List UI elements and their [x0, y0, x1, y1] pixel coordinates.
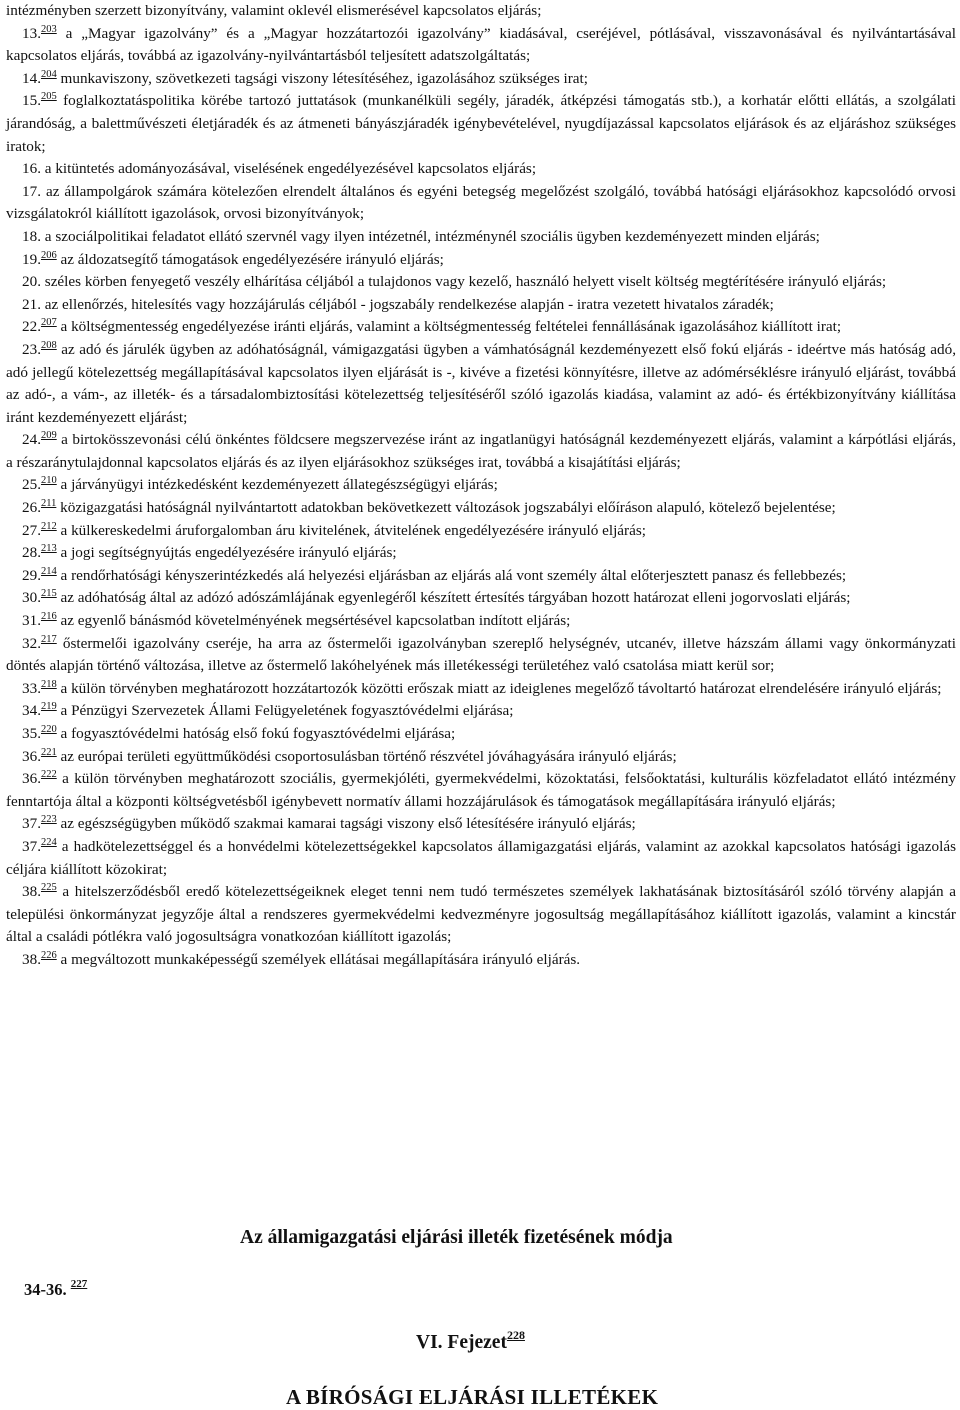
- item-number: 24.: [22, 431, 41, 449]
- item-text: a fogyasztóvédelmi hatóság első fokú fogyasztóvédelmi eljárása;: [56, 725, 456, 742]
- footnote-ref[interactable]: 209: [40, 430, 57, 442]
- item-text: a birtokösszevonási célú önkéntes földcsere megszervezése iránt az ingatlanügyi hatóságnál kezdeményezett eljárás, valamint a kárpótlási eljárás, a részaránytulajdonnal kapcsolatos eljárás és az ilyen eljárásokhoz szükséges irat, továbbá a kisajátítási eljárás;: [6, 431, 956, 471]
- item-number: 22.: [22, 318, 41, 336]
- item-number: 32.: [22, 634, 41, 652]
- item-text: az ellenőrzés, hitelesítés vagy hozzájárulás céljából - jogszabály rendelkezése alapján - iratra vezetett hivatalos záradék;: [40, 295, 774, 313]
- list-item: [6, 633, 956, 678]
- list-item: [6, 474, 956, 497]
- item-number: 16.: [22, 160, 41, 178]
- section-number-text: 34-36.: [24, 1280, 67, 1299]
- item-text: a hadkötelezettséggel és a honvédelmi kötelezettségekkel kapcsolatos államigazgatási eljárás, valamint az azokkal kapcsolatos hatósági igazolás céljára kiállított közokirat;: [6, 837, 956, 878]
- item-text: a külön törvényben meghatározott hozzátartozók közötti erőszak miatt az ideiglenes megelőző távoltartó határozat elrendelésére irányuló eljárás;: [56, 679, 942, 697]
- item-text: széles körben fenyegető veszély elhárítása céljából a tulajdonos vagy kezelő, használó helyett viselt költség megtérítésére irányuló eljárás;: [40, 273, 887, 291]
- item-text: az állampolgárok számára kötelezően elrendelt általános és egyéni betegség megelőzést szolgáló, továbbá hatósági eljárásokhoz kapcsolódó orvosi vizsgálatokról kiállított igazolások, orvosi bizonyítványok;: [6, 182, 956, 223]
- footnote-ref[interactable]: 213: [40, 543, 57, 555]
- footnote-ref[interactable]: 224: [40, 836, 57, 848]
- list-item: [6, 249, 956, 272]
- item-text: a hitelszerződésből eredő kötelezettségeiknek eleget tenni nem tudó természetes személyek lakhatásának biztosításáról szóló törvény alapján a települési önkormányzat jegyzője által a rendszeres gyermekvédelmi kedvezményre jogosultság megállapításához kiállított igazolás, valamint a kincstár által a családi pótlékra való jogosultságra vonatkozóan kiállított igazolás;: [6, 883, 956, 946]
- item-text: munkaviszony, szövetkezeti tagsági viszony létesítéséhez, igazolásához szükséges irat;: [56, 69, 588, 87]
- list-item: [6, 158, 956, 181]
- item-text: a járványügyi intézkedésként kezdeményezett állategészségügyi eljárás;: [56, 476, 498, 494]
- item-text: foglalkoztatáspolitika körébe tartozó juttatások (munkanélküli segély, járadék, átképzési támogatás stb.), a korhatár előtti ellátás, a szolgálati járandóság, a balettművészeti életjáradék és az átmeneti bányászjáradék igénybevételével, nyugdíjazással kapcsolatos eljárások és az eljáráshoz szükséges iratok;: [6, 92, 956, 155]
- list-item: [6, 90, 956, 158]
- item-text: a „Magyar igazolvány” és a „Magyar hozzátartozói igazolvány” kiadásával, cseréjével, pótlásával, visszavonásával és nyilvántartásával kapcsolatos eljárás, továbbá az igazolvány-nyilvántartásból teljesített adatszolgáltatás;: [6, 24, 956, 65]
- item-text: közigazgatási hatóságnál nyilvántartott adatokban bekövetkezett változások jogszabályi előíráson alapuló, kötelező bejelentése;: [56, 499, 836, 517]
- item-number: 20.: [22, 273, 41, 291]
- list-item: [6, 497, 956, 520]
- footnote-ref[interactable]: 205: [40, 91, 57, 103]
- footnote-ref[interactable]: 211: [40, 498, 57, 510]
- section-number: [24, 1280, 87, 1300]
- footnote-ref[interactable]: 203: [40, 23, 57, 35]
- list-item: [6, 678, 956, 701]
- list-item: [6, 813, 956, 836]
- item-number: 23.: [22, 340, 41, 358]
- item-text: az áldozatsegítő támogatások engedélyezésére irányuló eljárás;: [56, 250, 444, 268]
- item-text: a szociálpolitikai feladatot ellátó szervnél vagy ilyen intézetnél, intézménynél szociális ügyben kezdeményezett minden eljárás;: [40, 227, 820, 245]
- item-number: 38.: [22, 950, 41, 968]
- item-text: őstermelői igazolvány cseréje, ha arra az őstermelői igazolványban szereplő helységnév, utcanév, illetve házszám állami vagy önkormányzati döntés alapján történő változása, illetve az őstermelő lakóhelyének más illetékességi területéhez való csatolása miatt kerül sor;: [6, 634, 956, 675]
- item-number: 37.: [22, 815, 41, 833]
- list-item: [6, 836, 956, 881]
- list-item: [6, 542, 956, 565]
- list-item: [6, 68, 956, 91]
- item-number: 26.: [22, 499, 41, 517]
- list-item: [6, 768, 956, 813]
- item-list: [6, 23, 956, 972]
- section-title: Az államigazgatási eljárási illeték fizetésének módja: [240, 1227, 673, 1248]
- list-item: [6, 520, 956, 543]
- list-item: [6, 565, 956, 588]
- footnote-ref[interactable]: 219: [40, 701, 57, 713]
- list-item: [6, 294, 956, 317]
- item-number: 35.: [22, 725, 41, 742]
- item-text: a külön törvényben meghatározott szociális, gyermekjóléti, gyermekvédelmi, közoktatási, felsőoktatási, kulturális közfeladatot ellátó intézmény fenntartója által a központi költségvetésből igénybevett normatív állami hozzájárulások és támogatások megállapítására irányuló eljárás;: [6, 770, 956, 810]
- item-number: 34.: [22, 702, 41, 720]
- footnote-ref[interactable]: 214: [40, 565, 57, 577]
- item-number: 19.: [22, 250, 41, 268]
- footnote-ref[interactable]: 208: [40, 339, 57, 351]
- item-text: a rendőrhatósági kényszerintézkedés alá helyezési eljárásban az eljárás alá vont személy által előterjesztett panasz és fellebbezés;: [56, 566, 847, 584]
- chapter-heading: [416, 1328, 525, 1354]
- item-number: 17.: [22, 182, 41, 200]
- footnote-ref[interactable]: 221: [40, 746, 57, 758]
- footnote-ref[interactable]: 207: [40, 317, 57, 329]
- footnote-ref[interactable]: 206: [40, 249, 57, 261]
- item-number: 25.: [22, 476, 41, 494]
- part-title: A BÍRÓSÁGI ELJÁRÁSI ILLETÉKEK: [286, 1385, 659, 1409]
- item-text: a kitüntetés adományozásával, viselésének engedélyezésével kapcsolatos eljárás;: [40, 160, 537, 178]
- chapter-text: VI. Fejezet: [416, 1332, 507, 1353]
- list-item: [6, 316, 956, 339]
- item-text: a Pénzügyi Szervezetek Állami Felügyeletének fogyasztóvédelmi eljárása;: [56, 702, 514, 720]
- footnote-ref[interactable]: 220: [40, 724, 57, 735]
- item-number: 13.: [22, 24, 41, 42]
- footnote-ref[interactable]: 226: [40, 949, 57, 961]
- list-item: [6, 949, 956, 972]
- list-item: [6, 429, 956, 474]
- list-item: [6, 181, 956, 226]
- footnote-ref[interactable]: 217: [40, 633, 57, 645]
- item-text: az európai területi együttműködési csoportosulásban történő részvétel jóváhagyására irányuló eljárás;: [56, 747, 677, 765]
- list-item: [6, 881, 956, 949]
- list-item: [6, 271, 956, 294]
- footnote-ref[interactable]: 215: [40, 588, 57, 600]
- chapter-footnote-ref[interactable]: 228: [506, 1328, 525, 1342]
- item-number: 29.: [22, 566, 41, 584]
- list-item: [6, 610, 956, 633]
- item-text: az egyenlő bánásmód követelményének megsértésével kapcsolatban indított eljárás;: [56, 612, 571, 630]
- list-item: [6, 746, 956, 769]
- item-text: az adó és járulék ügyben az adóhatóságnál, vámigazgatási ügyben a vámhatóságnál kezdeményezett első fokú eljárás - ideértve más hatóság adó, adó jellegű kötelezettség megállapításával kapcsolatos ilyen eljárását is -, kivéve a fizetési könnyítésre, illetve az adómérséklésre irányuló eljárást, továbbá az adó-, a vám-, az illeték- és a társadalombiztosítási kötelezettség teljesítéséről szóló igazolás kiadása, valamint az adó- és értékbizonyítvány kiállítása iránt kezdeményezett eljárást;: [6, 340, 956, 426]
- footnote-ref[interactable]: 222: [40, 769, 57, 781]
- item-number: 37.: [22, 837, 41, 855]
- item-text: a megváltozott munkaképességű személyek ellátásai megállapítására irányuló eljárás.: [56, 950, 581, 968]
- item-number: 21.: [22, 295, 41, 313]
- item-number: 18.: [22, 227, 41, 245]
- list-item: [6, 226, 956, 249]
- top-line: intézményben szerzett bizonyítvány, valamint oklevél elismerésével kapcsolatos eljárás;: [6, 2, 542, 19]
- item-number: 38.: [22, 883, 41, 901]
- list-item: [6, 723, 956, 746]
- footnote-ref[interactable]: 204: [40, 68, 57, 80]
- item-text: a külkereskedelmi áruforgalomban áru kivitelének, átvitelének engedélyezésére irányuló eljárás;: [56, 521, 646, 539]
- footnote-ref[interactable]: 225: [40, 882, 57, 894]
- item-number: 15.: [22, 92, 41, 110]
- list-item: [6, 587, 956, 610]
- list-item: [6, 23, 956, 68]
- item-text: a költségmentesség engedélyezése iránti eljárás, valamint a költségmentesség feltételei fennállásának igazolásához kiállított irat;: [56, 318, 842, 336]
- item-number: 36.: [22, 770, 41, 788]
- list-item: [6, 700, 956, 723]
- footnote-ref[interactable]: 218: [40, 678, 57, 690]
- footnote-ref[interactable]: 212: [40, 520, 57, 532]
- item-text: az egészségügyben működő szakmai kamarai tagsági viszony első létesítésére irányuló eljárás;: [56, 815, 636, 833]
- section-footnote-ref[interactable]: 227: [70, 1278, 88, 1290]
- list-item: [6, 339, 956, 429]
- item-number: 33.: [22, 679, 41, 697]
- item-number: 27.: [22, 521, 41, 539]
- footnote-ref[interactable]: 210: [40, 475, 57, 487]
- item-text: a jogi segítségnyújtás engedélyezésére irányuló eljárás;: [56, 544, 397, 562]
- footnote-ref[interactable]: 223: [40, 814, 57, 826]
- item-text: az adóhatóság által az adózó adószámlájának egyenlegéről készített értesítés tárgyában hozott határozat elleni jogorvoslati eljárás;: [56, 589, 851, 607]
- item-number: 31.: [22, 612, 41, 630]
- item-number: 28.: [22, 544, 41, 562]
- item-number: 36.: [22, 747, 41, 765]
- item-number: 14.: [22, 69, 41, 87]
- item-number: 30.: [22, 589, 41, 607]
- document-body: [6, 0, 956, 972]
- footnote-ref[interactable]: 216: [40, 611, 57, 623]
